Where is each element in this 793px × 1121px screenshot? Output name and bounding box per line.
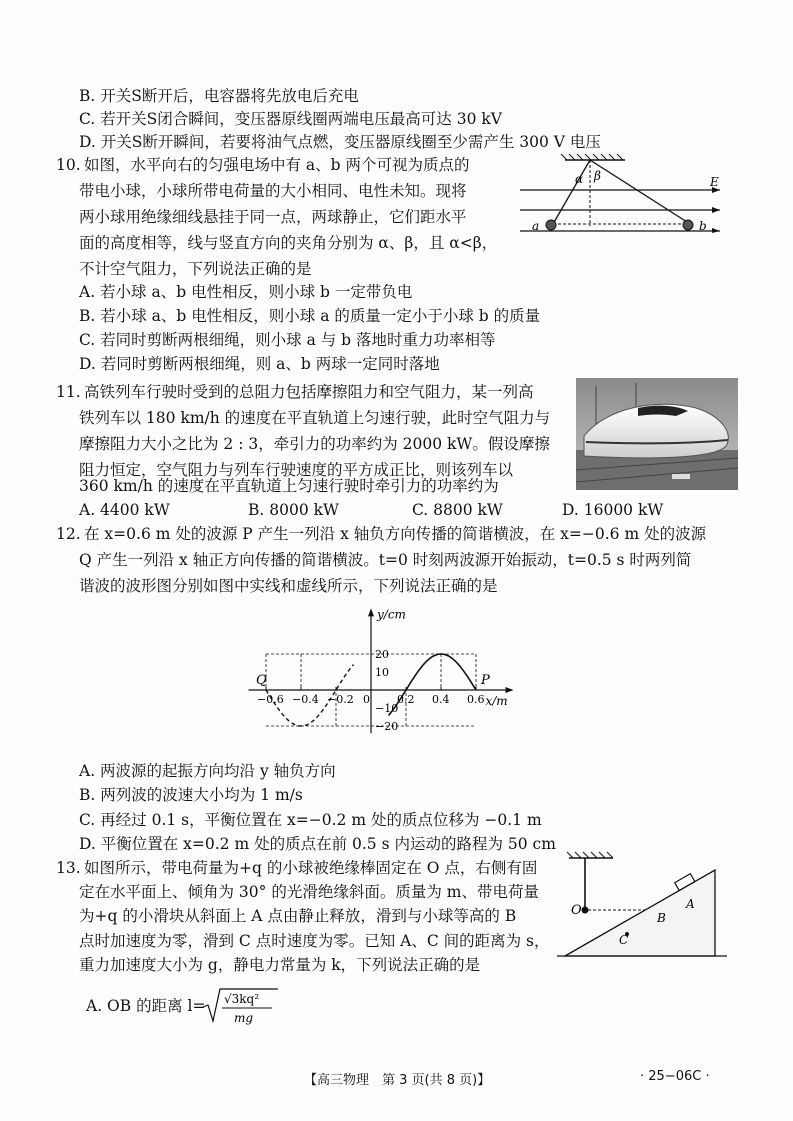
x-tick-label: 0.4: [432, 693, 450, 706]
beta-label: β: [594, 169, 601, 183]
q10-option-c: C. 若同时剪断两根细绳，则小球 a 与 b 落地时重力功率相等: [79, 331, 496, 349]
x-tick-label: −0.4: [292, 693, 319, 706]
q13-stem-line: 如图所示，带电荷量为+q 的小球被绝缘棒固定在 O 点，右侧有固: [84, 859, 538, 877]
q11-stem-line: 铁列车以 180 km/h 的速度在平直轨道上匀速行驶，此时空气阻力与: [79, 409, 551, 427]
q10-stem-line: 带电小球，小球所带电荷量的大小相同、电性未知。现将: [79, 182, 467, 200]
field-label: E: [710, 175, 719, 189]
source-q-label: Q: [256, 673, 267, 688]
point-b-label: B: [657, 911, 666, 925]
q10-stem-line: 不计空气阻力，下列说法正确的是: [79, 260, 312, 278]
q10-option-d: D. 若同时剪断两根细绳，则 a、b 两球一定同时落地: [79, 355, 440, 373]
q11-number: 11.: [56, 383, 81, 401]
q13-stem-line: 为+q 的小滑块从斜面上 A 点由静止释放，滑到与小球等高的 B: [79, 907, 517, 925]
q11-option-a: A. 4400 kW: [79, 501, 170, 519]
q11-option-b: B. 8000 kW: [248, 501, 339, 519]
q12-option-c: C. 再经过 0.1 s，平衡位置在 x=−0.2 m 处的质点位移为 −0.1 m: [79, 811, 542, 829]
q11-option-d: D. 16000 kW: [562, 501, 664, 519]
q13-stem-line: 点时加速度为零，滑到 C 点时速度为零。已知 A、C 间的距离为 s，: [79, 932, 550, 950]
y-tick-label: −20: [375, 720, 399, 733]
point-a-label: A: [686, 897, 695, 911]
x-tick-label: −0.2: [327, 693, 354, 706]
q11-stem-line: 阻力恒定，空气阻力与列车行驶速度的平方成正比，则该列车以: [79, 461, 514, 479]
y-tick-label: 20: [375, 648, 389, 661]
footer-code: · 25−06C ·: [640, 1069, 710, 1084]
footer-page-info: 【高三物理 第 3 页(共 8 页)】: [304, 1073, 491, 1088]
q13-stem-line: 重力加速度大小为 g，静电力常量为 k，下列说法正确的是: [79, 956, 481, 974]
q12-option-d: D. 平衡位置在 x=0.2 m 处的质点在前 0.5 s 内运动的路程为 50 cm: [79, 835, 556, 853]
q12-stem-line: 在 x=0.6 m 处的波源 P 产生一列沿 x 轴负方向传播的简谐横波，在 x=−0.6 m 处的波源: [84, 525, 707, 543]
x-tick-label: 0: [363, 693, 370, 706]
q10-option-b: B. 若小球 a、b 电性相反，则小球 a 的质量一定小于小球 b 的质量: [79, 307, 541, 325]
x-axis-arrow: [506, 687, 514, 693]
q10-stem-line: 两小球用绝缘细线悬挂于同一点，两球静止，它们距水平: [79, 208, 467, 226]
q12-stem-line: Q 产生一列沿 x 轴正方向传播的简谐横波。t=0 时刻两波源开始振动，t=0.5 s 时两列简: [79, 551, 692, 569]
formula-denominator: mg: [234, 1011, 254, 1025]
q9-option-c: C. 若开关S闭合瞬间，变压器原线圈两端电压最高可达 30 kV: [79, 110, 502, 128]
y-tick-label: −10: [375, 702, 399, 715]
q9-option-b: B. 开关S断开后，电容器将先放电后充电: [79, 87, 359, 105]
q11-stem-line: 高铁列车行驶时受到的总阻力包括摩擦阻力和空气阻力，某一列高: [84, 383, 534, 401]
point-o-label: O: [571, 903, 582, 918]
formula-numerator: √3kq²: [224, 992, 260, 1006]
q10-stem-line: 面的高度相等，线与竖直方向的夹角分别为 α、β，且 α<β，: [79, 234, 498, 252]
q13-figure: [555, 848, 740, 966]
q12-stem-line: 谐波的波形图分别如图中实线和虚线所示，下列说法正确的是: [79, 577, 498, 595]
x-tick-label: 0.2: [397, 693, 415, 706]
q13-option-a-prefix: A. OB 的距离 l=: [86, 997, 206, 1015]
y-tick-label: 10: [375, 666, 389, 679]
q11-stem-line: 摩擦阻力大小之比为 2 : 3，牵引力的功率约为 2000 kW。假设摩擦: [79, 435, 550, 453]
q13-option-a-formula: [200, 985, 280, 1027]
train-photo: [576, 378, 738, 490]
ball-b-label: b: [699, 219, 707, 233]
alpha-label: α: [575, 172, 584, 186]
point-c-label: C: [619, 933, 629, 947]
ball-a-label: a: [532, 219, 540, 233]
x-axis-label: x/m: [485, 694, 508, 708]
q13-number: 13.: [56, 859, 81, 877]
q10-figure: [515, 150, 740, 245]
q13-stem-line: 定在水平面上、倾角为 30° 的光滑绝缘斜面。质量为 m、带电荷量: [79, 883, 539, 901]
q11-stem-line: 360 km/h 的速度在平直轨道上匀速行驶时牵引力的功率约为: [79, 477, 499, 495]
y-axis-arrow: [368, 608, 374, 616]
q10-number: 10.: [56, 156, 81, 174]
x-tick-label: 0.6: [467, 693, 485, 706]
x-tick-label: −0.6: [257, 693, 284, 706]
q10-option-a: A. 若小球 a、b 电性相反，则小球 b 一定带负电: [79, 283, 413, 301]
wave-graph: [240, 595, 550, 745]
q9-option-d: D. 开关S断开瞬间，若要将油气点燃，变压器原线圈至少需产生 300 V 电压: [79, 133, 601, 151]
solid-wave-P: [389, 654, 477, 715]
q11-option-c: C. 8800 kW: [412, 501, 503, 519]
source-p-label: P: [481, 673, 490, 688]
q12-number: 12.: [56, 525, 81, 543]
q12-option-b: B. 两列波的波速大小均为 1 m/s: [79, 786, 303, 804]
q10-stem-line: 如图，水平向右的匀强电场中有 a、b 两个可视为质点的: [84, 156, 470, 174]
y-axis-label: y/cm: [377, 607, 406, 622]
q12-option-a: A. 两波源的起振方向均沿 y 轴负方向: [79, 762, 336, 780]
